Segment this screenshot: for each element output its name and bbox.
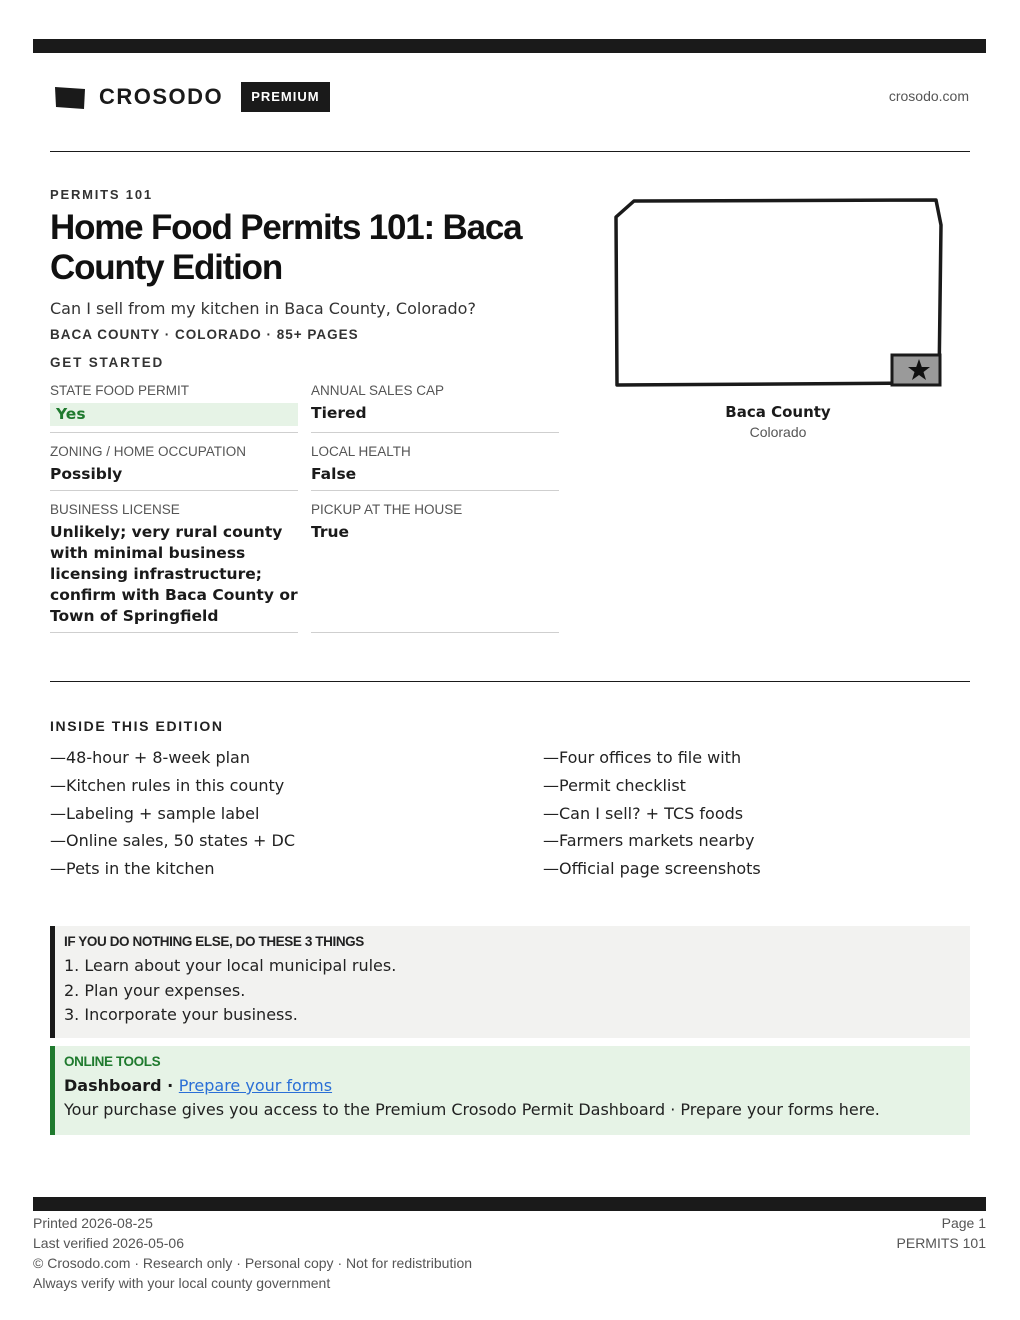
dashboard-label: Dashboard [64, 1076, 162, 1095]
separator: · [161, 1076, 179, 1095]
footer-section: PERMITS 101 [896, 1235, 986, 1251]
subtitle: Can I sell from my kitchen in Baca County, Colorado? [50, 299, 476, 318]
toc-item: —Official page screenshots [543, 859, 761, 879]
fact-business-license [50, 502, 298, 633]
printed-date: Printed 2026-08-25 [33, 1215, 153, 1231]
fact-label: ANNUAL SALES CAP [311, 383, 445, 398]
toc-item: —Four offices to file with [543, 748, 742, 767]
fact-value: True [311, 523, 350, 541]
toc-item: —Farmers markets nearby [543, 831, 755, 851]
inside-edition-heading: INSIDE THIS EDITION [50, 718, 224, 734]
header-divider [50, 151, 970, 152]
colorado-state-shape-icon [53, 84, 87, 110]
callout-title: IF YOU DO NOTHING ELSE, DO THESE 3 THINGS [64, 934, 364, 949]
brand[interactable] [53, 82, 330, 112]
fact-label: STATE FOOD PERMIT [50, 383, 190, 398]
priority-callout [50, 926, 970, 1038]
prepare-forms-link[interactable]: Prepare your forms [178, 1076, 333, 1095]
site-link[interactable]: crosodo.com [888, 88, 969, 104]
fact-label: BUSINESS LICENSE [50, 502, 180, 517]
toc-item: —Can I sell? + TCS foods [543, 803, 744, 823]
verified-date: Last verified 2026-05-06 [33, 1235, 184, 1251]
brand-name: CROSODO [99, 84, 224, 109]
dashboard-description: Your purchase gives you access to the Premium Crosodo Permit Dashboard · Prepare your forms here. [64, 1100, 880, 1119]
map-caption [612, 403, 944, 440]
toc-left [50, 744, 295, 883]
toc-right [543, 744, 761, 883]
fact-value: Possibly [50, 465, 123, 483]
page-title: Home Food Permits 101: Baca County Edition [50, 208, 522, 287]
toc-item: —48-hour + 8-week plan [50, 748, 250, 767]
callout-step: 2. Plan your expenses. [64, 980, 246, 1000]
tools-title: ONLINE TOOLS [64, 1054, 161, 1069]
online-tools-callout [50, 1046, 970, 1135]
verify-advice: Always verify with your local county government [33, 1275, 331, 1291]
toc-item: —Online sales, 50 states + DC [50, 831, 296, 851]
fact-pickup-at-house [311, 502, 559, 633]
section-divider [50, 681, 970, 682]
callout-steps [64, 954, 960, 1028]
copyright: © Crosodo.com · Research only · Personal copy · Not for redistribution [33, 1255, 473, 1271]
fact-zoning [50, 444, 298, 491]
dashboard-line [64, 1076, 960, 1095]
page-number: Page 1 [941, 1215, 986, 1231]
fact-value: Unlikely; very rural county with minimal business licensing infrastructure; confirm with Baca County or Town of Springfield [50, 523, 298, 625]
fact-value: False [311, 465, 357, 483]
callout-step: 1. Learn about your local municipal rules. [64, 956, 397, 975]
footer-left [33, 1213, 472, 1293]
kicker: PERMITS 101 [50, 187, 153, 202]
fact-label: ZONING / HOME OCCUPATION [50, 444, 247, 459]
toc-item: —Labeling + sample label [50, 803, 260, 823]
map-state-name: Colorado [749, 424, 807, 440]
get-started-heading: GET STARTED [50, 355, 165, 370]
fact-value: Tiered [311, 404, 367, 422]
top-bar [33, 39, 986, 53]
map-county-name: Baca County [725, 403, 831, 421]
bottom-bar [33, 1197, 986, 1211]
fact-label: PICKUP AT THE HOUSE [311, 502, 463, 517]
fact-label: LOCAL HEALTH [311, 444, 411, 459]
county-map [612, 197, 944, 391]
callout-step: 3. Incorporate your business. [64, 1005, 298, 1024]
fact-annual-sales-cap [311, 383, 559, 433]
toc-item: —Pets in the kitchen [50, 859, 215, 879]
fact-value: Yes [50, 403, 298, 426]
premium-badge: PREMIUM [241, 82, 329, 112]
fact-state-food-permit [50, 383, 298, 433]
fact-local-health [311, 444, 559, 491]
footer-right [897, 1213, 986, 1253]
edition-meta: BACA COUNTY · COLORADO · 85+ PAGES [50, 327, 359, 342]
toc-item: —Kitchen rules in this county [50, 775, 285, 795]
toc-item: —Permit checklist [543, 775, 686, 795]
